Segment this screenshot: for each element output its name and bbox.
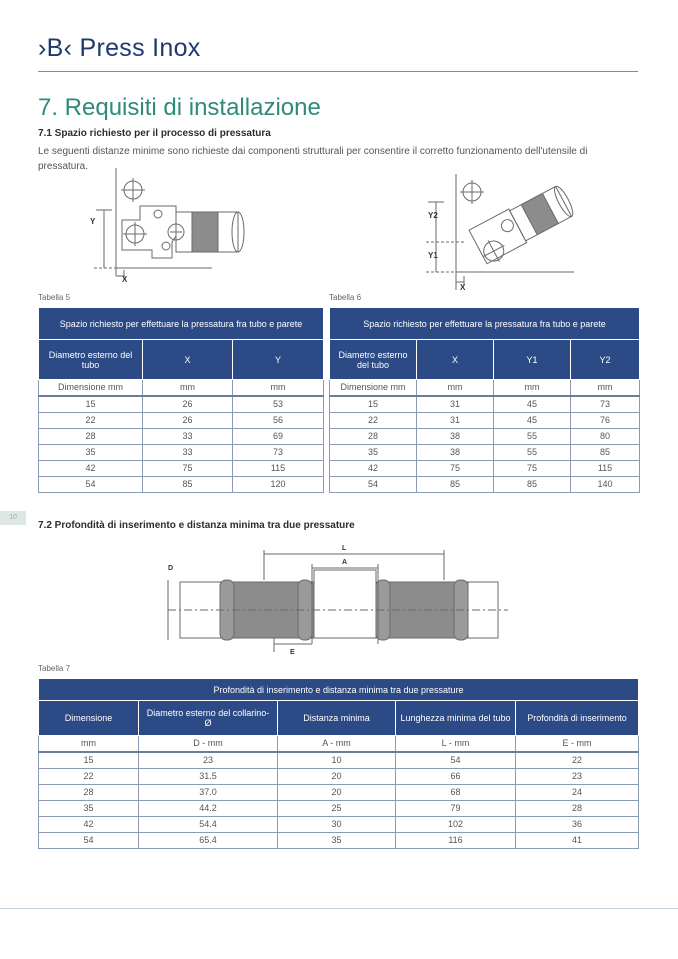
table-cell: 75	[417, 461, 494, 477]
table5	[38, 307, 324, 493]
table-cell: 26	[143, 413, 233, 429]
table6-title: Spazio richiesto per effettuare la pressatura fra tubo e parete	[330, 308, 640, 340]
table-cell: 45	[494, 413, 571, 429]
table-row	[39, 833, 639, 849]
diagram-label-l: L	[342, 545, 347, 552]
subsection-title-7-2: 7.2 Profondità di inserimento e distanza minima tra due pressature	[38, 520, 355, 531]
table7-header: Lunghezza minima del tubo	[396, 701, 516, 736]
table6	[329, 307, 640, 493]
table-cell: 75	[143, 461, 233, 477]
table-cell: E - mm	[516, 736, 639, 753]
pressing-diagram-corner	[424, 172, 584, 292]
table-cell: 102	[396, 817, 516, 833]
table-row	[39, 396, 324, 413]
table-cell: 42	[39, 817, 139, 833]
table-cell: 36	[516, 817, 639, 833]
table-row	[39, 817, 639, 833]
table-cell: 73	[233, 445, 324, 461]
table-cell: 41	[516, 833, 639, 849]
header-divider	[38, 71, 638, 72]
diagram-label-y: Y	[90, 217, 96, 226]
table-cell: 22	[39, 413, 143, 429]
table-cell: 54.4	[139, 817, 278, 833]
table-cell: 31.5	[139, 769, 278, 785]
table-row	[39, 769, 639, 785]
table-cell: L - mm	[396, 736, 516, 753]
table-cell: 80	[571, 429, 640, 445]
table5-title: Spazio richiesto per effettuare la pressatura fra tubo e parete	[39, 308, 324, 340]
table5-caption: Tabella 5	[38, 293, 71, 302]
table-cell: 24	[516, 785, 639, 801]
table7-header: Diametro esterno del collarino- Ø	[139, 701, 278, 736]
table-cell: 31	[417, 413, 494, 429]
table-cell: 15	[39, 396, 143, 413]
table-cell: 33	[143, 429, 233, 445]
page-number: 10	[0, 511, 26, 525]
table-row	[330, 461, 640, 477]
table-cell: 53	[233, 396, 324, 413]
table-cell: 140	[571, 477, 640, 493]
table-cell: 75	[494, 461, 571, 477]
table7-units-row	[39, 736, 639, 753]
table-row	[330, 477, 640, 493]
diagram-label-x: X	[460, 283, 466, 292]
table-cell: 45	[494, 396, 571, 413]
table-cell: 15	[330, 396, 417, 413]
table-row	[39, 429, 324, 445]
table-cell: 20	[278, 769, 396, 785]
table-row	[330, 445, 640, 461]
table-cell: 35	[39, 801, 139, 817]
table-cell: 85	[417, 477, 494, 493]
intro-paragraph: Le seguenti distanze minime sono richieste dai componenti strutturali per consentire il corretto funzionamento dell'utensile di pressatura.	[38, 146, 588, 172]
table-cell: Dimensione mm	[39, 380, 143, 397]
table-cell: 28	[39, 785, 139, 801]
table7-header: Distanza minima	[278, 701, 396, 736]
table-cell: mm	[143, 380, 233, 397]
table-cell: mm	[494, 380, 571, 397]
diagram-label-y1: Y1	[428, 251, 438, 260]
table-cell: 54	[39, 477, 143, 493]
diagram-label-x: X	[122, 275, 128, 284]
pressing-diagram-wall	[80, 166, 250, 288]
table-cell: 20	[278, 785, 396, 801]
table-cell: 79	[396, 801, 516, 817]
table-cell: 28	[330, 429, 417, 445]
table5-header: Diametro esterno del tubo	[39, 340, 143, 380]
table7-header: Profondità di inserimento	[516, 701, 639, 736]
table-row	[39, 413, 324, 429]
table-cell: 42	[330, 461, 417, 477]
table5-units-row	[39, 380, 324, 397]
table-cell: 42	[39, 461, 143, 477]
table6-header: Diametro esterno del tubo	[330, 340, 417, 380]
table-cell: A - mm	[278, 736, 396, 753]
table-row	[39, 785, 639, 801]
table-cell: 35	[39, 445, 143, 461]
table-cell: mm	[571, 380, 640, 397]
table-cell: 22	[39, 769, 139, 785]
table-row	[39, 801, 639, 817]
footer-divider	[0, 908, 678, 909]
table-cell: 15	[39, 752, 139, 769]
insertion-depth-diagram	[164, 540, 510, 658]
table-cell: 31	[417, 396, 494, 413]
table-cell: 38	[417, 429, 494, 445]
table-cell: 85	[494, 477, 571, 493]
table-row	[330, 429, 640, 445]
table-cell: 54	[39, 833, 139, 849]
table-cell: mm	[417, 380, 494, 397]
table-cell: mm	[233, 380, 324, 397]
table-cell: 54	[330, 477, 417, 493]
table-row	[330, 413, 640, 429]
table-cell: 115	[233, 461, 324, 477]
table-cell: 54	[396, 752, 516, 769]
table-cell: 85	[571, 445, 640, 461]
diagram-label-e: E	[290, 649, 295, 656]
table-cell: 56	[233, 413, 324, 429]
table5-header: Y	[233, 340, 324, 380]
table-cell: mm	[39, 736, 139, 753]
table-cell: 65.4	[139, 833, 278, 849]
table-cell: 28	[516, 801, 639, 817]
table-cell: 73	[571, 396, 640, 413]
diagram-label-a: A	[342, 559, 348, 566]
table7-caption: Tabella 7	[38, 664, 71, 673]
table6-caption: Tabella 6	[329, 293, 362, 302]
diagram-label-d: D	[168, 565, 174, 572]
table-cell: 69	[233, 429, 324, 445]
table7-header: Dimensione	[39, 701, 139, 736]
brand-title: ›B‹ Press Inox	[38, 34, 201, 62]
section-title: 7. Requisiti di installazione	[38, 94, 321, 121]
table6-header: Y1	[494, 340, 571, 380]
table-row	[39, 461, 324, 477]
table-cell: 38	[417, 445, 494, 461]
table-cell: 85	[143, 477, 233, 493]
table-cell: 23	[139, 752, 278, 769]
table-cell: 22	[516, 752, 639, 769]
table-cell: 44.2	[139, 801, 278, 817]
table6-units-row	[330, 380, 640, 397]
table-row	[39, 752, 639, 769]
table-cell: 33	[143, 445, 233, 461]
table-cell: Dimensione mm	[330, 380, 417, 397]
table6-header: X	[417, 340, 494, 380]
table-cell: 28	[39, 429, 143, 445]
table-cell: 30	[278, 817, 396, 833]
table-cell: 76	[571, 413, 640, 429]
table6-header: Y2	[571, 340, 640, 380]
table-cell: 116	[396, 833, 516, 849]
table-cell: 22	[330, 413, 417, 429]
table-cell: D - mm	[139, 736, 278, 753]
table-row	[39, 445, 324, 461]
table-cell: 120	[233, 477, 324, 493]
table7	[38, 678, 639, 849]
table-cell: 37.0	[139, 785, 278, 801]
table-cell: 55	[494, 445, 571, 461]
table-row	[39, 477, 324, 493]
table-cell: 26	[143, 396, 233, 413]
table-cell: 115	[571, 461, 640, 477]
table5-header: X	[143, 340, 233, 380]
table7-title: Profondità di inserimento e distanza minima tra due pressature	[39, 679, 639, 701]
table-cell: 10	[278, 752, 396, 769]
diagram-label-y2: Y2	[428, 211, 438, 220]
table-cell: 25	[278, 801, 396, 817]
table-cell: 66	[396, 769, 516, 785]
table-cell: 35	[278, 833, 396, 849]
table-row	[330, 396, 640, 413]
table-cell: 35	[330, 445, 417, 461]
table-cell: 55	[494, 429, 571, 445]
table-cell: 23	[516, 769, 639, 785]
table-cell: 68	[396, 785, 516, 801]
subsection-title-7-1: 7.1 Spazio richiesto per il processo di pressatura	[38, 128, 271, 139]
